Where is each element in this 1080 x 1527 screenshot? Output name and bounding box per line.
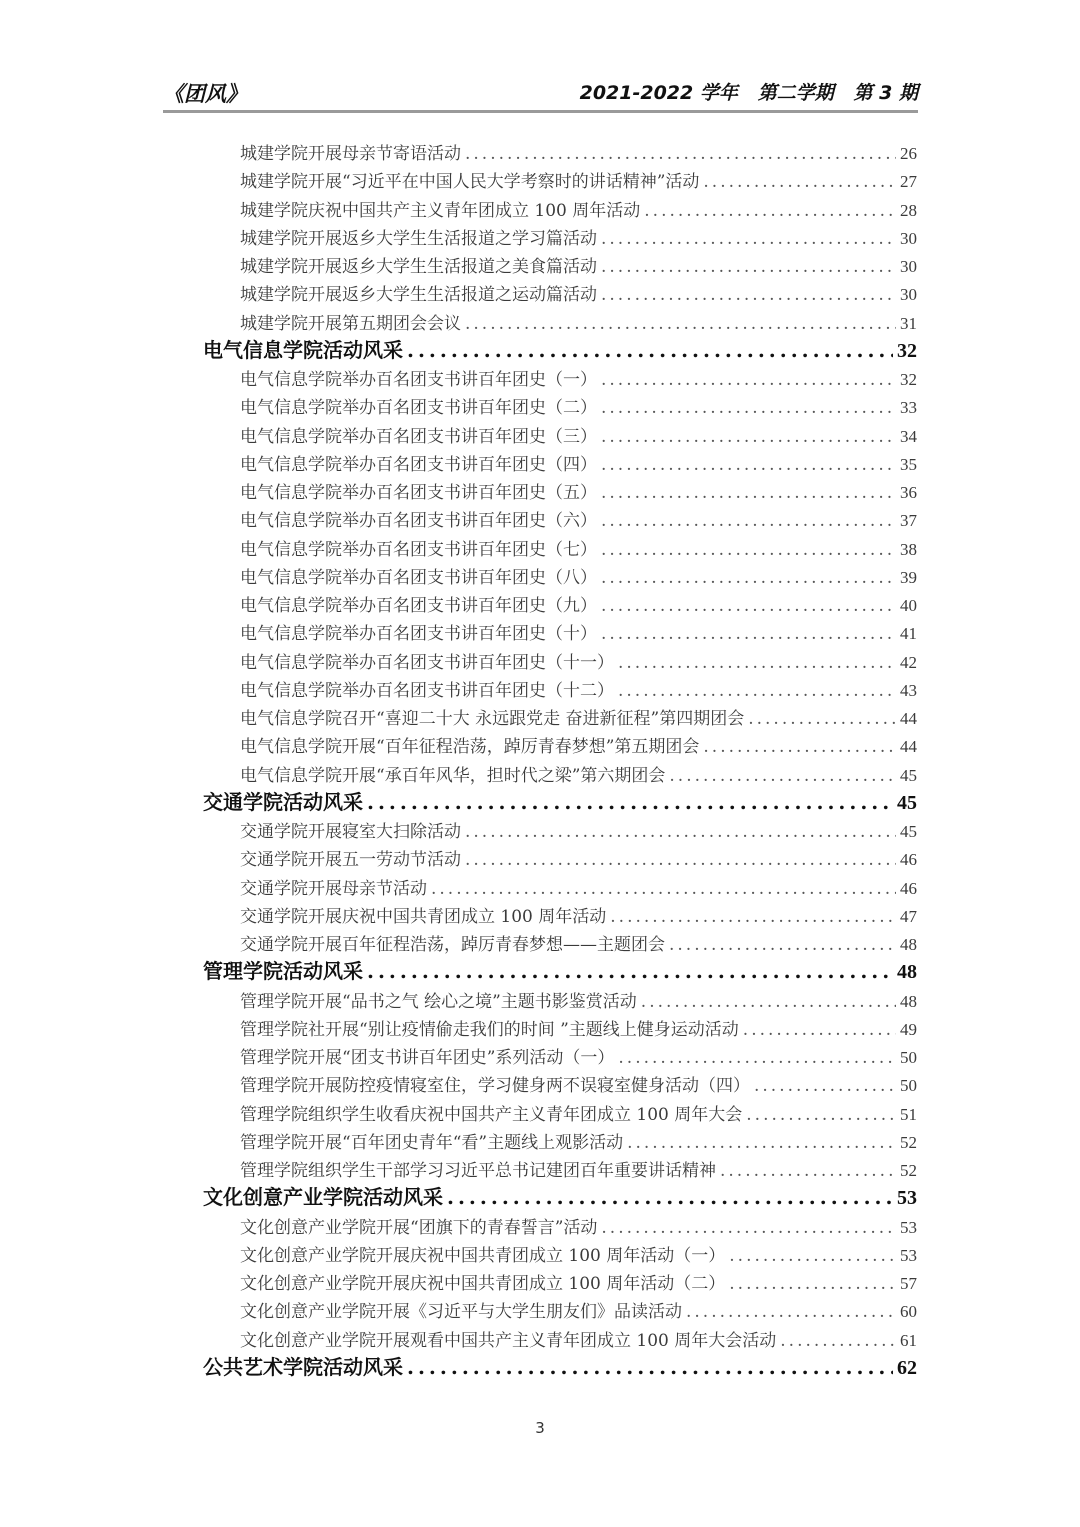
toc-entry[interactable] xyxy=(240,1100,917,1125)
dot-leader xyxy=(748,709,896,729)
dot-leader xyxy=(669,766,896,786)
dot-leader xyxy=(686,1302,896,1322)
dot-leader xyxy=(601,1218,896,1238)
toc-entry[interactable] xyxy=(240,450,917,475)
toc-page-number: 39 xyxy=(900,567,917,587)
toc-entry-title: 城建学院开展母亲节寄语活动 xyxy=(240,144,461,164)
toc-page-number: 47 xyxy=(900,906,917,926)
dot-leader xyxy=(407,338,893,362)
toc-entry-title: 文化创意产业学院开展观看中国共产主义青年团成立 100 周年大会活动 xyxy=(240,1330,777,1351)
toc-entry-title: 文化创意产业学院开展“团旗下的青春誓言”活动 xyxy=(240,1217,598,1238)
toc-section-heading[interactable] xyxy=(203,1351,917,1380)
dot-leader xyxy=(601,455,896,475)
toc-entry[interactable] xyxy=(240,1297,917,1322)
toc-section-heading[interactable] xyxy=(203,786,917,815)
toc-entry-title: 文化创意产业学院开展庆祝中国共青团成立 100 周年活动（一） xyxy=(240,1245,726,1266)
toc-entry-title: 管理学院活动风采 xyxy=(203,959,363,984)
toc-entry[interactable] xyxy=(240,422,917,447)
toc-entry-title: 交通学院开展百年征程浩荡，踔厉青春梦想——主题团会 xyxy=(240,935,665,955)
toc-entry[interactable] xyxy=(240,1241,917,1266)
dot-leader xyxy=(447,1185,893,1209)
toc-entry-title: 管理学院社开展“别让疫情偷走我们的时间 ”主题线上健身运动活动 xyxy=(240,1019,739,1040)
toc-entry[interactable] xyxy=(240,252,917,277)
toc-entry[interactable] xyxy=(240,902,917,927)
toc-entry-title: 电气信息学院举办百名团支书讲百年团史（三） xyxy=(240,426,597,447)
dot-leader xyxy=(703,737,896,757)
toc-page-number: 31 xyxy=(900,313,917,333)
toc-page-number: 34 xyxy=(900,426,917,446)
toc-page-number: 52 xyxy=(900,1132,917,1152)
toc-entry[interactable] xyxy=(240,1043,917,1068)
toc-entry[interactable] xyxy=(240,478,917,503)
toc-entry-title: 电气信息学院举办百名团支书讲百年团史（九） xyxy=(240,596,597,616)
dot-leader xyxy=(669,935,896,955)
toc-entry[interactable] xyxy=(240,1326,917,1351)
toc-entry[interactable] xyxy=(240,1156,917,1181)
dot-leader xyxy=(601,483,896,503)
toc-entry[interactable] xyxy=(240,761,917,786)
toc-page-number: 40 xyxy=(900,596,917,615)
toc-page-number: 53 xyxy=(897,1187,917,1210)
dot-leader xyxy=(465,850,896,870)
toc-entry-title: 电气信息学院举办百名团支书讲百年团史（五） xyxy=(240,483,597,503)
toc-entry[interactable] xyxy=(240,563,917,588)
toc-entry[interactable] xyxy=(240,987,917,1012)
toc-page-number: 45 xyxy=(900,822,917,841)
toc-entry[interactable] xyxy=(240,930,917,955)
toc-entry-title: 城建学院开展返乡大学生生活报道之运动篇活动 xyxy=(240,285,597,306)
toc-page-number: 52 xyxy=(900,1161,917,1180)
toc-entry[interactable] xyxy=(240,280,917,305)
toc-entry[interactable] xyxy=(240,732,917,757)
toc-entry[interactable] xyxy=(240,309,917,334)
toc-page-number: 30 xyxy=(900,257,917,276)
dot-leader xyxy=(601,285,896,305)
toc-page-number: 43 xyxy=(900,680,917,700)
toc-page-number: 48 xyxy=(897,961,917,984)
toc-page-number: 45 xyxy=(900,765,917,785)
toc-entry-title: 电气信息学院召开“喜迎二十大 永远跟党走 奋进新征程”第四期团会 xyxy=(240,709,745,729)
toc-entry-title: 电气信息学院举办百名团支书讲百年团史（十二） xyxy=(240,680,614,701)
toc-page-number: 35 xyxy=(900,454,917,474)
toc-page-number: 50 xyxy=(900,1076,917,1096)
toc-entry-title: 电气信息学院举办百名团支书讲百年团史（一） xyxy=(240,370,597,390)
toc-entry-title: 城建学院庆祝中国共产主义青年团成立 100 周年活动 xyxy=(240,200,641,221)
toc-entry-title: 公共艺术学院活动风采 xyxy=(203,1354,403,1379)
dot-leader xyxy=(644,201,896,221)
toc-entry[interactable] xyxy=(240,676,917,701)
toc-page-number: 57 xyxy=(900,1274,917,1293)
toc-entry[interactable] xyxy=(240,648,917,673)
toc-entry-title: 电气信息学院举办百名团支书讲百年团史（四） xyxy=(240,454,597,475)
toc-entry-title: 管理学院开展“品书之气 绘心之境”主题书影鉴赏活动 xyxy=(240,991,637,1012)
toc-page-number: 30 xyxy=(900,228,917,248)
dot-leader xyxy=(601,427,896,447)
dot-leader xyxy=(703,172,896,192)
toc-page-number: 48 xyxy=(900,935,917,954)
toc-page-number: 27 xyxy=(900,172,917,192)
toc-page-number: 53 xyxy=(900,1217,917,1237)
toc-page-number: 33 xyxy=(900,398,917,418)
toc-entry[interactable] xyxy=(240,591,917,616)
toc-page-number: 46 xyxy=(900,878,917,898)
toc-page-number: 44 xyxy=(900,709,917,728)
toc-entry-title: 管理学院开展“百年团史青年“看”主题线上观影活动 xyxy=(240,1132,624,1153)
toc-section-heading[interactable] xyxy=(203,955,917,984)
toc-entry[interactable] xyxy=(240,1213,917,1238)
toc-page-number: 26 xyxy=(900,144,917,163)
dot-leader xyxy=(618,1048,896,1068)
toc-page-number: 30 xyxy=(900,285,917,305)
toc-page-number: 60 xyxy=(900,1302,917,1322)
dot-leader xyxy=(641,992,896,1012)
toc-entry-title: 城建学院开展返乡大学生生活报道之学习篇活动 xyxy=(240,228,597,249)
toc-entry-title: 交通学院开展五一劳动节活动 xyxy=(240,850,461,871)
toc-page-number: 62 xyxy=(897,1356,917,1379)
toc-entry-title: 文化创意产业学院开展庆祝中国共青团成立 100 周年活动（二） xyxy=(240,1274,726,1294)
toc-entry[interactable] xyxy=(240,139,917,164)
dot-leader xyxy=(465,822,896,842)
dot-leader xyxy=(754,1076,896,1096)
toc-entry-title: 电气信息学院举办百名团支书讲百年团史（十一） xyxy=(240,652,614,673)
toc-entry-title: 交通学院开展寝室大扫除活动 xyxy=(240,822,461,842)
toc-entry[interactable] xyxy=(240,365,917,390)
dot-leader xyxy=(720,1161,896,1181)
toc-entry[interactable] xyxy=(240,1015,917,1040)
toc-entry-title: 电气信息学院举办百名团支书讲百年团史（二） xyxy=(240,398,597,419)
toc-page-number: 51 xyxy=(900,1104,917,1124)
dot-leader xyxy=(465,144,896,164)
dot-leader xyxy=(618,681,896,701)
toc-page-number: 46 xyxy=(900,850,917,870)
toc-entry-title: 交通学院开展庆祝中国共青团成立 100 周年活动 xyxy=(240,906,607,927)
toc-entry-title: 管理学院组织学生干部学习习近平总书记建团百年重要讲话精神 xyxy=(240,1161,716,1181)
dot-leader xyxy=(601,370,896,390)
toc-entry-title: 管理学院开展防控疫情寝室住，学习健身两不误寝室健身活动（四） xyxy=(240,1076,750,1097)
toc-entry-title: 电气信息学院举办百名团支书讲百年团史（八） xyxy=(240,567,597,588)
toc-page-number: 32 xyxy=(897,339,917,362)
toc-entry-title: 管理学院组织学生收看庆祝中国共产主义青年团成立 100 周年大会 xyxy=(240,1104,743,1125)
toc-entry-title: 城建学院开展第五期团会会议 xyxy=(240,313,461,334)
issue-info: 2021-2022 学年 第二学期 第 3 期 xyxy=(579,82,918,104)
toc-entry[interactable] xyxy=(240,704,917,729)
dot-leader xyxy=(780,1331,896,1351)
toc-page-number: 45 xyxy=(897,791,917,814)
toc-entry[interactable] xyxy=(240,817,917,842)
toc-page-number: 28 xyxy=(900,200,917,220)
toc-page-number: 44 xyxy=(900,737,917,757)
toc-entry[interactable] xyxy=(240,393,917,418)
dot-leader xyxy=(601,540,896,560)
dot-leader xyxy=(601,511,896,531)
dot-leader xyxy=(627,1133,896,1153)
header-divider xyxy=(163,110,918,113)
page-number: 3 xyxy=(535,1419,545,1437)
toc-page-number: 49 xyxy=(900,1019,917,1039)
dot-leader xyxy=(746,1105,896,1125)
dot-leader xyxy=(729,1274,896,1294)
dot-leader xyxy=(601,398,896,418)
page-header xyxy=(163,78,918,104)
toc-page-number: 61 xyxy=(900,1330,917,1350)
toc-entry-title: 城建学院开展“习近平在中国人民大学考察时的讲话精神”活动 xyxy=(240,172,700,193)
dot-leader xyxy=(601,568,896,588)
toc-entry-title: 文化创意产业学院开展《习近平与大学生朋友们》品读活动 xyxy=(240,1302,682,1323)
toc-page-number: 41 xyxy=(900,624,917,644)
toc-entry-title: 电气信息学院举办百名团支书讲百年团史（十） xyxy=(240,624,597,645)
toc-entry[interactable] xyxy=(240,845,917,870)
toc-page-number: 38 xyxy=(900,539,917,559)
toc-entry[interactable] xyxy=(240,619,917,644)
dot-leader xyxy=(601,257,896,277)
dot-leader xyxy=(431,879,896,899)
toc-entry[interactable] xyxy=(240,196,917,221)
toc-entry[interactable] xyxy=(240,167,917,192)
toc-entry-title: 交通学院开展母亲节活动 xyxy=(240,878,427,899)
toc-entry[interactable] xyxy=(240,224,917,249)
dot-leader xyxy=(601,624,896,644)
dot-leader xyxy=(743,1020,896,1040)
toc-entry[interactable] xyxy=(240,506,917,531)
dot-leader xyxy=(367,790,893,814)
toc-page-number: 42 xyxy=(900,652,917,672)
toc-entry-title: 电气信息学院开展“百年征程浩荡，踔厉青春梦想”第五期团会 xyxy=(240,737,700,758)
dot-leader xyxy=(601,229,896,249)
dot-leader xyxy=(610,907,896,927)
toc-page-number: 48 xyxy=(900,991,917,1011)
toc-section-heading[interactable] xyxy=(203,334,917,363)
toc-entry[interactable] xyxy=(240,1128,917,1153)
toc-entry-title: 电气信息学院活动风采 xyxy=(203,337,403,362)
toc-entry-title: 管理学院开展“团支书讲百年团史”系列活动（一） xyxy=(240,1048,615,1068)
toc-page-number: 36 xyxy=(900,483,917,502)
publication-title: 《团风》 xyxy=(163,81,247,106)
dot-leader xyxy=(465,314,896,334)
toc-entry-title: 电气信息学院举办百名团支书讲百年团史（七） xyxy=(240,539,597,560)
toc-entry-title: 电气信息学院开展“承百年风华，担时代之梁”第六期团会 xyxy=(240,765,666,786)
toc-entry-title: 城建学院开展返乡大学生生活报道之美食篇活动 xyxy=(240,257,597,277)
toc-section-heading[interactable] xyxy=(203,1181,917,1210)
toc-page-number: 37 xyxy=(900,511,917,531)
dot-leader xyxy=(618,653,896,673)
toc-entry-title: 电气信息学院举办百名团支书讲百年团史（六） xyxy=(240,511,597,532)
toc-entry-title: 交通学院活动风采 xyxy=(203,789,363,814)
toc-entry-title: 文化创意产业学院活动风采 xyxy=(203,1185,443,1210)
dot-leader xyxy=(729,1246,896,1266)
toc-page-number: 32 xyxy=(900,370,917,389)
toc-page-number: 50 xyxy=(900,1048,917,1067)
dot-leader xyxy=(407,1355,893,1379)
toc-entry[interactable] xyxy=(240,1269,917,1294)
dot-leader xyxy=(367,959,893,983)
toc-page-number: 53 xyxy=(900,1245,917,1265)
toc-entry[interactable] xyxy=(240,1071,917,1096)
toc-entry[interactable] xyxy=(240,874,917,899)
toc-entry[interactable] xyxy=(240,535,917,560)
dot-leader xyxy=(601,596,896,616)
